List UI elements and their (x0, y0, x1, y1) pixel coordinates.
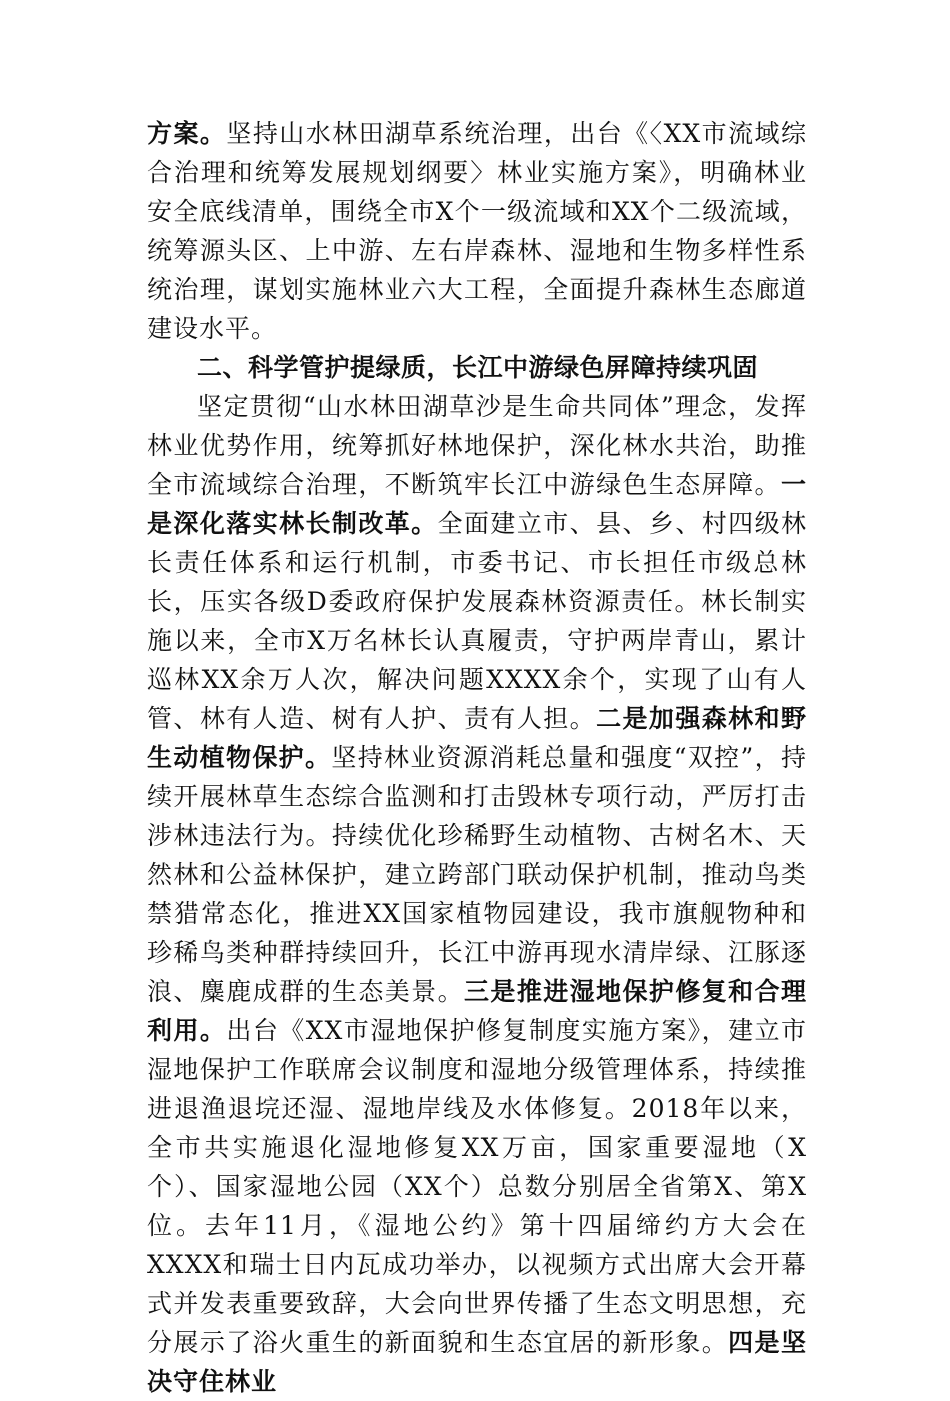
paragraph-text: 坚持山水林田湖草系统治理，出台《〈XX市流域综合治理和统筹发展规划纲要〉林业实施方案》，明确林业安全底线清单，围绕全市X个一级流域和XX个二级流域，统筹源头区、上中游、左右岸森林、湿地和生物多样性系统治理，谋划实施林业六大工程，全面提升森林生态廊道建设水平。 (147, 119, 807, 343)
point-1-text: 全面建立市、县、乡、村四级林长责任体系和运行机制，市委书记、市长担任市级总林长，压实各级D委政府保护发展森林资源责任。林长制实施以来，全市X万名林长认真履责，守护两岸青山，累计巡林XX余万人次，解决问题XXXX余个，实现了山有人管、林有人造、树有人护、责有人担。 (147, 509, 807, 733)
paragraph-main (147, 387, 807, 1401)
point-2-heading: 二是加强森林和野生动植物保护。 (147, 704, 807, 772)
point-1-heading: 一是深化落实林长制改革。 (147, 470, 807, 538)
paragraph-lead: 方案。 (147, 119, 227, 148)
point-3-heading: 三是推进湿地保护修复和合理利用。 (147, 977, 807, 1045)
point-3-text: 出台《XX市湿地保护修复制度实施方案》，建立市湿地保护工作联席会议制度和湿地分级管理体系，持续推进退渔退垸还湿、湿地岸线及水体修复。2018年以来，全市共实施退化湿地修复XX万亩，国家重要湿地（X个）、国家湿地公园（XX个）总数分别居全省第X、第X位。去年11月，《湿地公约》第十四届缔约方大会在XXXX和瑞士日内瓦成功举办，以视频方式出席大会开幕式并发表重要致辞，大会向世界传播了生态文明思想，充分展示了浴火重生的新面貌和生态宜居的新形象。 (147, 1016, 807, 1357)
point-2-text: 坚持林业资源消耗总量和强度“双控”，持续开展林草生态综合监测和打击毁林专项行动，严厉打击涉林违法行为。持续优化珍稀野生动植物、古树名木、天然林和公益林保护，建立跨部门联动保护机制，推动鸟类禁猎常态化，推进XX国家植物园建设，我市旗舰物种和珍稀鸟类种群持续回升，长江中游再现水清岸绿、江豚逐浪、麋鹿成群的生态美景。 (147, 743, 807, 1006)
section-heading: 二、科学管护提绿质，长江中游绿色屏障持续巩固 (197, 353, 759, 382)
point-4-heading: 四是坚决守住林业 (147, 1328, 807, 1396)
document-body (147, 114, 807, 1401)
paragraph-intro: 坚定贯彻“山水林田湖草沙是生命共同体”理念，发挥林业优势作用，统筹抓好林地保护，深化林水共治，助推全市流域综合治理，不断筑牢长江中游绿色生态屏障。 (147, 392, 807, 499)
paragraph-continuation (147, 114, 807, 348)
